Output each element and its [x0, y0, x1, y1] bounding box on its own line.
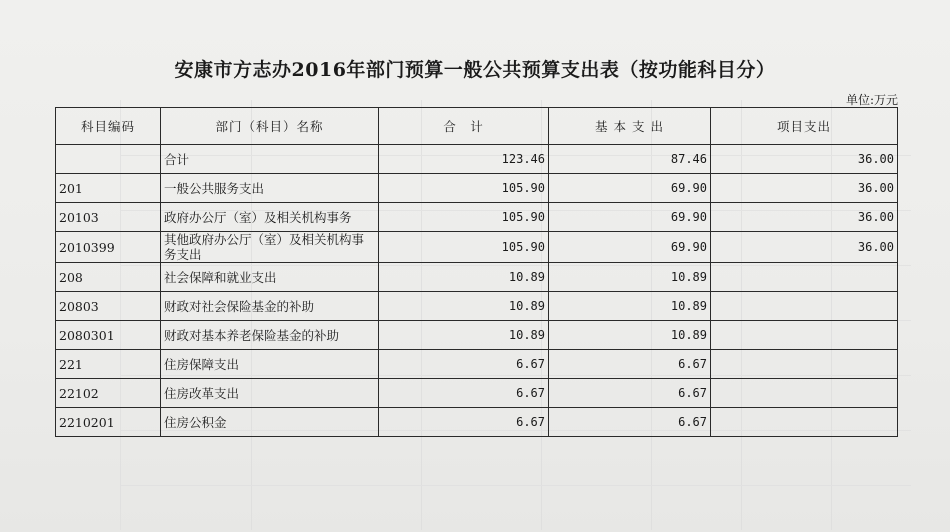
row-project [711, 379, 898, 408]
row-name: 住房保障支出 [161, 350, 379, 379]
table-row [56, 263, 898, 292]
row-project: 36.00 [711, 232, 898, 263]
row-basic: 69.90 [549, 203, 711, 232]
row-code: 201 [56, 174, 161, 203]
table-row [56, 203, 898, 232]
row-code: 208 [56, 263, 161, 292]
row-code: 20103 [56, 203, 161, 232]
row-project: 36.00 [711, 174, 898, 203]
row-basic: 87.46 [549, 145, 711, 174]
header-name: 部门（科目）名称 [161, 108, 379, 145]
budget-table [55, 107, 898, 437]
row-basic: 10.89 [549, 292, 711, 321]
table-header-row [56, 108, 898, 145]
row-name: 政府办公厅（室）及相关机构事务 [161, 203, 379, 232]
row-total: 6.67 [379, 350, 549, 379]
table-row [56, 292, 898, 321]
row-code: 2080301 [56, 321, 161, 350]
row-name: 财政对基本养老保险基金的补助 [161, 321, 379, 350]
row-code [56, 145, 161, 174]
row-name: 财政对社会保险基金的补助 [161, 292, 379, 321]
row-total: 10.89 [379, 321, 549, 350]
header-code: 科目编码 [56, 108, 161, 145]
row-name: 一般公共服务支出 [161, 174, 379, 203]
row-name: 社会保障和就业支出 [161, 263, 379, 292]
row-total: 10.89 [379, 292, 549, 321]
row-project [711, 263, 898, 292]
row-basic: 10.89 [549, 263, 711, 292]
row-project: 36.00 [711, 203, 898, 232]
row-project [711, 350, 898, 379]
row-total: 10.89 [379, 263, 549, 292]
row-total: 105.90 [379, 174, 549, 203]
row-basic: 69.90 [549, 232, 711, 263]
row-project [711, 408, 898, 437]
row-name: 合计 [161, 145, 379, 174]
table-row [56, 174, 898, 203]
row-name: 住房公积金 [161, 408, 379, 437]
header-project: 项目支出 [711, 108, 898, 145]
row-total: 123.46 [379, 145, 549, 174]
table-row [56, 232, 898, 263]
header-basic: 基 本 支 出 [549, 108, 711, 145]
row-project: 36.00 [711, 145, 898, 174]
row-basic: 10.89 [549, 321, 711, 350]
row-name: 住房改革支出 [161, 379, 379, 408]
row-code: 221 [56, 350, 161, 379]
row-basic: 6.67 [549, 408, 711, 437]
row-code: 2010399 [56, 232, 161, 263]
row-basic: 6.67 [549, 379, 711, 408]
row-basic: 6.67 [549, 350, 711, 379]
row-project [711, 321, 898, 350]
row-code: 2210201 [56, 408, 161, 437]
unit-label: 单位:万元 [845, 93, 898, 107]
table-row [56, 379, 898, 408]
row-total: 105.90 [379, 232, 549, 263]
row-code: 22102 [56, 379, 161, 408]
row-total: 6.67 [379, 379, 549, 408]
row-code: 20803 [56, 292, 161, 321]
table-row [56, 145, 898, 174]
document-title: 安康市方志办2016年部门预算一般公共预算支出表（按功能科目分） [174, 59, 776, 81]
row-total: 105.90 [379, 203, 549, 232]
header-total: 合 计 [379, 108, 549, 145]
row-project [711, 292, 898, 321]
row-total: 6.67 [379, 408, 549, 437]
row-basic: 69.90 [549, 174, 711, 203]
row-name: 其他政府办公厅（室）及相关机构事务支出 [161, 232, 379, 263]
table-row [56, 350, 898, 379]
table-row [56, 408, 898, 437]
table-row [56, 321, 898, 350]
